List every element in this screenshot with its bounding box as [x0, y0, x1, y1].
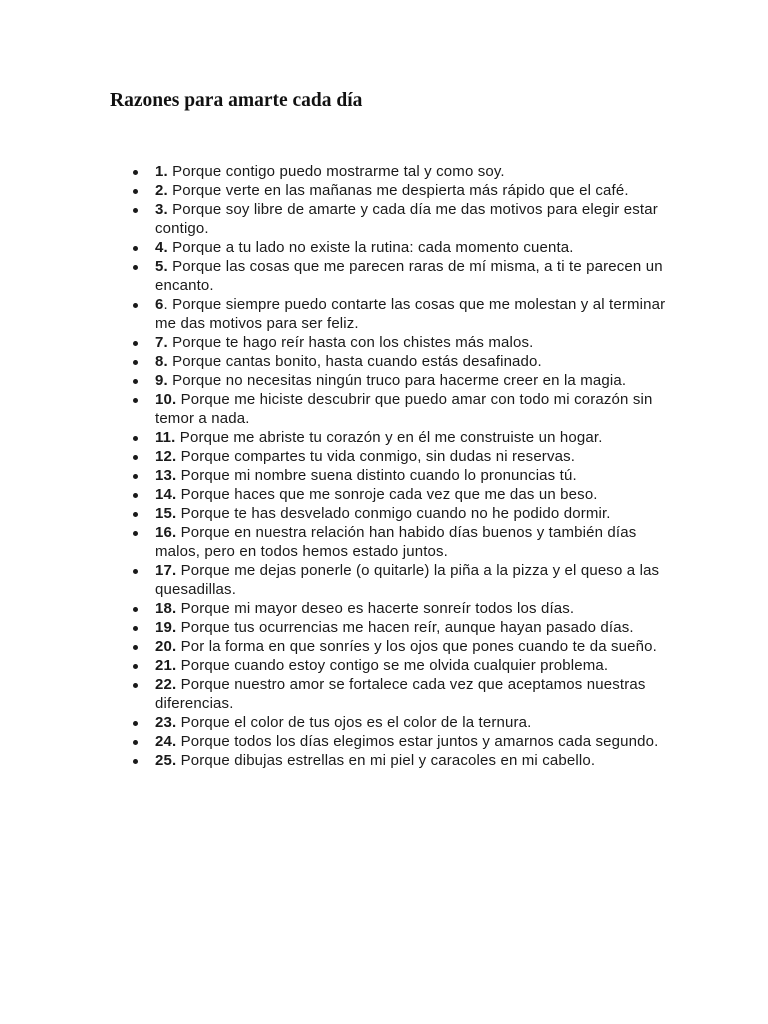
item-text: Porque no necesitas ningún truco para hacerme creer en la magia. — [167, 372, 627, 389]
item-text: Porque haces que me sonroje cada vez que me das un beso. — [176, 486, 598, 503]
item-text: Porque contigo puedo mostrarme tal y como soy. — [167, 163, 505, 180]
list-item — [155, 675, 675, 713]
item-text: Porque nuestro amor se fortalece cada vez que aceptamos nuestras diferencias. — [155, 676, 646, 712]
item-text: . Porque siempre puedo contarte las cosas que me molestan y al terminar me das motivos para ser feliz. — [155, 296, 666, 332]
item-number: 11. — [155, 429, 176, 446]
bullet-icon — [133, 569, 138, 574]
list-item — [155, 181, 675, 200]
list-item — [155, 447, 675, 466]
item-number: 20. — [155, 638, 177, 655]
bullet-icon — [133, 645, 138, 650]
list-item — [155, 485, 675, 504]
item-text: Porque soy libre de amarte y cada día me das motivos para elegir estar contigo. — [155, 201, 658, 237]
item-number: 4. — [155, 239, 168, 256]
list-item — [155, 561, 675, 599]
item-number: 22. — [155, 676, 177, 693]
bullet-icon — [133, 455, 138, 460]
item-number: 2. — [155, 182, 168, 199]
bullet-icon — [133, 303, 138, 308]
list-item — [155, 371, 675, 390]
bullet-icon — [133, 512, 138, 517]
bullet-icon — [133, 740, 138, 745]
bullet-icon — [133, 398, 138, 403]
list-item — [155, 656, 675, 675]
item-number: 8. — [155, 353, 168, 370]
item-text: Porque cantas bonito, hasta cuando estás desafinado. — [167, 353, 542, 370]
bullet-icon — [133, 607, 138, 612]
list-item — [155, 238, 675, 257]
item-text: Porque compartes tu vida conmigo, sin dudas ni reservas. — [176, 448, 576, 465]
item-text: Porque te hago reír hasta con los chistes más malos. — [167, 334, 534, 351]
bullet-icon — [133, 360, 138, 365]
bullet-icon — [133, 626, 138, 631]
item-number: 3. — [155, 201, 168, 218]
page-title: Razones para amarte cada día — [110, 90, 363, 111]
item-text: Porque a tu lado no existe la rutina: cada momento cuenta. — [167, 239, 574, 256]
bullet-icon — [133, 379, 138, 384]
item-number: 25. — [155, 752, 177, 769]
bullet-icon — [133, 721, 138, 726]
item-number: 6 — [155, 296, 164, 313]
item-text: Porque las cosas que me parecen raras de mí misma, a ti te parecen un encanto. — [155, 258, 663, 294]
item-number: 19. — [155, 619, 177, 636]
list-item — [155, 751, 675, 770]
bullet-icon — [133, 265, 138, 270]
list-item — [155, 295, 675, 333]
list-item — [155, 599, 675, 618]
list-item — [155, 713, 675, 732]
bullet-icon — [133, 208, 138, 213]
item-text: Porque tus ocurrencias me hacen reír, aunque hayan pasado días. — [176, 619, 634, 636]
item-number: 23. — [155, 714, 177, 731]
bullet-icon — [133, 474, 138, 479]
bullet-icon — [133, 493, 138, 498]
item-number: 7. — [155, 334, 168, 351]
item-text: Porque el color de tus ojos es el color de la ternura. — [176, 714, 532, 731]
item-text: Porque me hiciste descubrir que puedo amar con todo mi corazón sin temor a nada. — [155, 391, 653, 427]
list-item — [155, 162, 675, 181]
list-item — [155, 428, 675, 447]
item-number: 9. — [155, 372, 168, 389]
item-text: Porque todos los días elegimos estar juntos y amarnos cada segundo. — [176, 733, 659, 750]
item-number: 13. — [155, 467, 177, 484]
bullet-icon — [133, 759, 138, 764]
item-text: Porque en nuestra relación han habido días buenos y también días malos, pero en todos hemos estado juntos. — [155, 524, 637, 560]
item-number: 24. — [155, 733, 177, 750]
item-text: Porque cuando estoy contigo se me olvida cualquier problema. — [176, 657, 609, 674]
bullet-icon — [133, 170, 138, 175]
item-number: 18. — [155, 600, 177, 617]
item-text: Porque mi nombre suena distinto cuando lo pronuncias tú. — [176, 467, 577, 484]
list-item — [155, 523, 675, 561]
list-item — [155, 466, 675, 485]
list-item — [155, 200, 675, 238]
list-item — [155, 333, 675, 352]
item-text: Por la forma en que sonríes y los ojos que pones cuando te da sueño. — [176, 638, 657, 655]
item-number: 15. — [155, 505, 177, 522]
item-number: 12. — [155, 448, 177, 465]
list-item — [155, 352, 675, 371]
list-item — [155, 257, 675, 295]
item-text: Porque me dejas ponerle (o quitarle) la piña a la pizza y el queso a las quesadillas. — [155, 562, 660, 598]
bullet-icon — [133, 683, 138, 688]
item-text: Porque me abriste tu corazón y en él me construiste un hogar. — [175, 429, 603, 446]
item-number: 14. — [155, 486, 177, 503]
item-text: Porque mi mayor deseo es hacerte sonreír todos los días. — [176, 600, 575, 617]
list-item — [155, 637, 675, 656]
item-text: Porque te has desvelado conmigo cuando no he podido dormir. — [176, 505, 611, 522]
item-text: Porque dibujas estrellas en mi piel y caracoles en mi cabello. — [176, 752, 596, 769]
item-number: 1. — [155, 163, 168, 180]
item-number: 5. — [155, 258, 168, 275]
bullet-icon — [133, 664, 138, 669]
list-item — [155, 732, 675, 751]
item-number: 21. — [155, 657, 177, 674]
bullet-icon — [133, 246, 138, 251]
list-item — [155, 390, 675, 428]
bullet-icon — [133, 341, 138, 346]
bullet-icon — [133, 189, 138, 194]
bullet-icon — [133, 436, 138, 441]
reasons-list — [155, 162, 675, 770]
list-item — [155, 504, 675, 523]
item-number: 17. — [155, 562, 177, 579]
bullet-icon — [133, 531, 138, 536]
item-text: Porque verte en las mañanas me despierta más rápido que el café. — [167, 182, 629, 199]
list-item — [155, 618, 675, 637]
item-number: 10. — [155, 391, 177, 408]
item-number: 16. — [155, 524, 177, 541]
